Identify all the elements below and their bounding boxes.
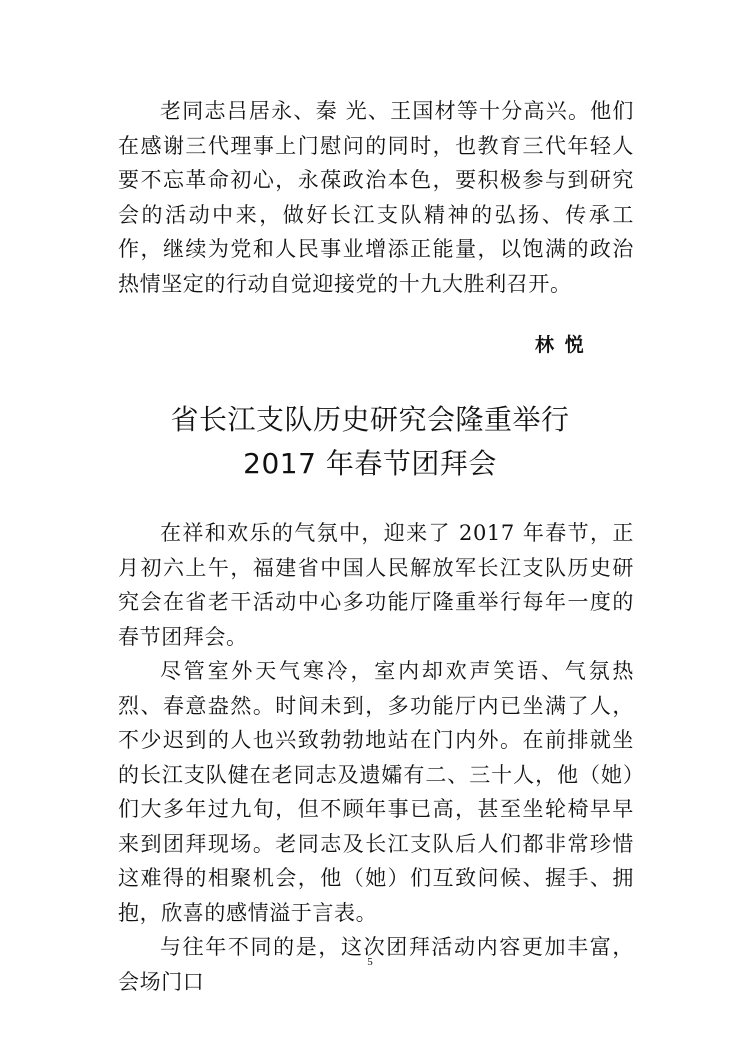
author-signature: 林 悦 [535,334,586,356]
article-paragraph-1: 在祥和欢乐的气氛中，迎来了 2017 年春节，正月初六上午，福建省中国人民解放军长江支队历史研究会在省老干活动中心多功能厅隆重举行每年一度的春节团拜会。 [118,521,634,649]
article-title [0,398,740,486]
article-body [118,516,634,999]
article-paragraph-3: 与往年不同的是，这次团拜活动内容更加丰富，会场门口 [118,935,634,994]
article-title-line-2: 2017 年春节团拜会 [243,447,497,480]
article-paragraph-2: 尽管室外天气寒冷，室内却欢声笑语、气氛热烈、春意盎然。时间未到，多功能厅内已坐满了人，不少迟到的人也兴致勃勃地站在门内外。在前排就坐的长江支队健在老同志及遗孀有二、三十人，他（她）们大多年过九旬，但不顾年事已高，甚至坐轮椅早早来到团拜现场。老同志及长江支队后人们都非常珍惜这难得的相聚机会，他（她）们互致问候、握手、拥抱，欣喜的感情溢于言表。 [118,659,634,925]
intro-paragraph: 老同志吕居永、秦 光、王国材等十分高兴。他们在感谢三代理事上门慰问的同时，也教育三代年轻人要不忘革命初心，永葆政治本色，要积极参与到研究会的活动中来，做好长江支队精神的弘扬、传承工作，继续为党和人民事业增添正能量，以饱满的政治热情坚定的行动自觉迎接党的十九大胜利召开。 [118,99,634,296]
article-title-line-1: 省长江支队历史研究会隆重举行 [170,403,570,436]
page-number: 5 [367,956,373,968]
intro-text-block [118,94,634,301]
